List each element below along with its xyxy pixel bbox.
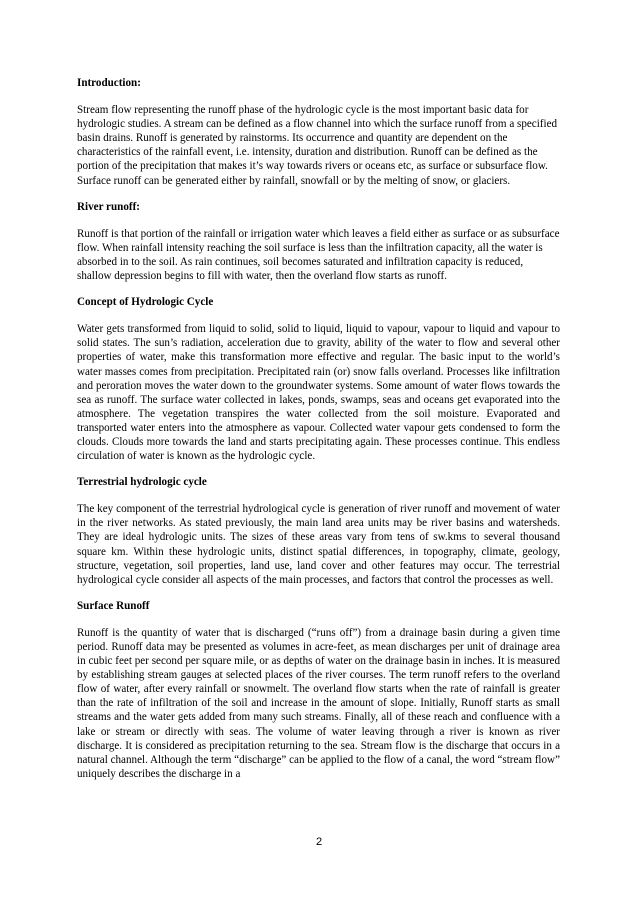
heading-river-runoff: River runoff: bbox=[77, 200, 140, 213]
paragraph-hydrologic-cycle: Water gets transformed from liquid to solid, solid to liquid, liquid to vapour, vapour to liquid and vapour to solid states. The sun’s radiation, acceleration due to gravity, ability of the water to flow and several other properties of water, make this transformation more effective and regular. The basic input to the world’s water masses comes from precipitation. Precipitated rain (or) snow falls overland. Processes like infiltration and peroration moves the water down to the groundwater systems. Some amount of water flows towards the sea as runoff. The surface water collected in lakes, ponds, swamps, seas and oceans get evaporated into the atmosphere. The vegetation transpires the water collected from the soil moisture. Evaporated and transported water enters into the atmosphere as vapour. Collected water vapour gets condensed to form the clouds. Clouds more towards the land and starts precipitating again. These processes continue. This endless circulation of water is known as the hydrologic cycle. bbox=[77, 323, 560, 463]
heading-hydrologic-cycle: Concept of Hydrologic Cycle bbox=[77, 296, 214, 309]
paragraph-river-runoff: Runoff is that portion of the rainfall or irrigation water which leaves a field either as surface or as subsurface flow. When rainfall intensity reaching the soil surface is less than the infiltration capacity, all the water is absorbed in to the soil. As rain continues, soil becomes saturated and infiltration capacity is reduced, shallow depression begins to fill with water, then the overland flow starts as runoff. bbox=[77, 227, 560, 283]
paragraph-introduction: Stream flow representing the runoff phase of the hydrologic cycle is the most important basic data for hydrologic studies. A stream can be defined as a flow channel into which the surface runoff from a specified basin drains. Runoff is generated by rainstorms. Its occurrence and quantity are dependent on the characteristics of the rainfall event, i.e. intensity, duration and distribution. Runoff can be defined as the portion of the precipitation that makes it’s way towards rivers or oceans etc, as surface or subsurface flow. Surface runoff can be generated either by rainfall, snowfall or by the melting of snow, or glaciers. bbox=[77, 104, 558, 187]
paragraph-terrestrial-cycle: The key component of the terrestrial hydrological cycle is generation of river runoff and movement of water in the river networks. As stated previously, the main land area units may be river basins and watersheds. They are ideal hydrologic units. The sizes of these areas vary from tens of sw.kms to several thousand square km. Within these hydrologic units, distinct spatial differences, in topography, climate, geology, structure, vegetation, soil properties, land use, land cover and other features may occur. The terrestrial hydrological cycle consider all aspects of the main processes, and factors that control the processes as well. bbox=[77, 503, 560, 586]
heading-terrestrial-cycle: Terrestrial hydrologic cycle bbox=[77, 476, 207, 489]
heading-surface-runoff: Surface Runoff bbox=[77, 599, 150, 612]
paragraph-surface-runoff: Runoff is the quantity of water that is discharged (“runs off”) from a drainage basin during a given time period. Runoff data may be presented as volumes in acre-feet, as mean discharges per unit of drainage area in cubic feet per second per square mile, or as depths of water on the drainage basin in inches. It is measured by establishing stream gauges at selected places of the river courses. The term runoff refers to the overland flow of water, after every rainfall or snowmelt. The overland flow starts when the rate of rainfall is greater than the rate of infiltration of the soil and increase in the amount of slope. Initially, Runoff starts as small streams and the water gets added from many such streams. Finally, all of these reach and confluence with a lake or stream or directly with seas. The volume of water leaving through a river is known as river discharge. It is considered as precipitation returning to the sea. Stream flow is the discharge that occurs in a natural channel. Although the term “discharge” can be applied to the flow of a canal, the word “stream flow” uniquely describes the discharge in a bbox=[77, 626, 560, 780]
page-content bbox=[77, 76, 560, 793]
page-number: 2 bbox=[315, 836, 323, 848]
heading-introduction: Introduction: bbox=[77, 77, 141, 89]
